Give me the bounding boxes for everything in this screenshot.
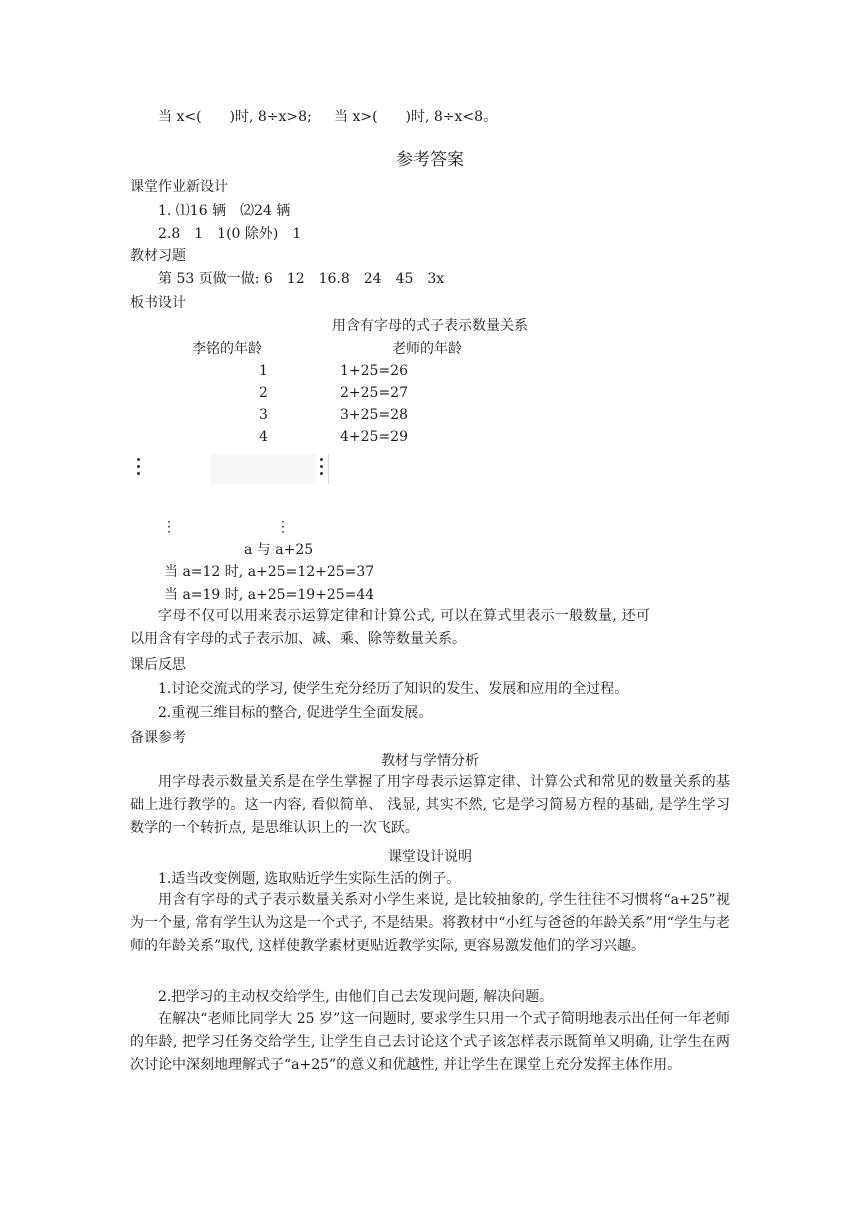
board-summary: 字母不仅可以用来表示运算定律和计算公式, 可以在算式里表示一般数量, 还可以用含有字母的式子表示加、减、乘、除等数量关系。 <box>130 608 650 647</box>
vertical-ellipsis-right <box>320 458 324 479</box>
design-title: 课堂设计说明 <box>388 849 472 865</box>
board-title: 用含有字母的式子表示数量关系 <box>332 318 528 334</box>
analysis-text: 用字母表示数量关系是在学生掌握了用字母表示运算定律、计算公式和常见的数量关系的基础上进行教学的。这一内容, 看似简单、 浅显, 其实不然, 它是学习简易方程的基础, 是学生学习数学的一个转折点, 是思维认识上的一次飞跃。 <box>130 774 730 836</box>
blank-band <box>210 454 316 484</box>
table-row-age: 2 <box>259 385 268 401</box>
analysis-title: 教材与学情分析 <box>381 753 479 769</box>
design-point-1-text: 用含有字母的式子表示数量关系对小学生来说, 是比较抽象的, 学生往往不习惯将“a+25”视为一个量, 常有学生认为这是一个式子, 不是结果。将教材中“小红与爸爸的年龄关系”用“学生与老师的年龄关系”取代, 这样使教学素材更贴近教学实际, 更容易激发他们的学习兴趣。 <box>130 892 730 954</box>
ellipsis-teacher: ⋮ <box>276 519 290 535</box>
board-heading: 板书设计 <box>130 295 186 311</box>
col-header-teacher-age: 老师的年龄 <box>392 341 462 357</box>
general-expression: a 与 a+25 <box>244 542 314 558</box>
design-point-1: 1.适当改变例题, 选取贴近学生实际生活的例子。 <box>158 871 461 887</box>
reflection-heading: 课后反思 <box>130 657 186 673</box>
inequality-line-2: 当 x>( )时, 8÷x<8。 <box>334 109 498 125</box>
col-header-student-age: 李铭的年龄 <box>192 341 262 357</box>
textbook-answer: 第 53 页做一做: 6 12 16.8 24 45 3x <box>158 271 445 287</box>
example-case-1: 当 a=12 时, a+25=12+25=37 <box>164 564 375 580</box>
inequality-line-1: 当 x<( )时, 8÷x>8; <box>158 109 312 125</box>
classwork-answer-1: 1. ⑴16 辆 ⑵24 辆 <box>158 203 291 219</box>
table-row-expr: 4+25=29 <box>340 429 408 445</box>
table-row-expr: 3+25=28 <box>340 407 408 423</box>
design-point-2-text: 在解决“老师比同学大 25 岁”这一问题时, 要求学生只用一个式子简明地表示出任何一年老师的年龄, 把学习任务交给学生, 让学生自己去讨论这个式子该怎样表示既简单又明确, 让学生在两次讨论中深刻地理解式子“a+25”的意义和优越性, 并让学生在课堂上充分发挥主体作用。 <box>130 1011 730 1073</box>
classwork-answer-2: 2.8 1 1(0 除外) 1 <box>158 226 302 242</box>
table-row-age: 1 <box>259 363 268 379</box>
table-row-expr: 2+25=27 <box>340 385 408 401</box>
ellipsis-student: ⋮ <box>162 519 176 535</box>
reflection-point-2: 2.重视三维目标的整合, 促进学生全面发展。 <box>158 705 433 721</box>
table-row-expr: 1+25=26 <box>340 363 408 379</box>
reflection-point-1: 1.讨论交流式的学习, 使学生充分经历了知识的发生、发展和应用的全过程。 <box>158 681 629 697</box>
example-case-2: 当 a=19 时, a+25=19+25=44 <box>164 587 375 603</box>
answers-title: 参考答案 <box>396 150 464 170</box>
textbook-heading: 教材习题 <box>130 248 186 264</box>
prep-heading: 备课参考 <box>130 730 186 746</box>
design-point-2: 2.把学习的主动权交给学生, 由他们自己去发现问题, 解决问题。 <box>158 989 554 1005</box>
table-row-age: 3 <box>259 407 268 423</box>
vertical-ellipsis-left <box>137 458 141 479</box>
divider-line <box>328 454 329 484</box>
classwork-heading: 课堂作业新设计 <box>130 179 228 195</box>
table-row-age: 4 <box>259 429 268 445</box>
